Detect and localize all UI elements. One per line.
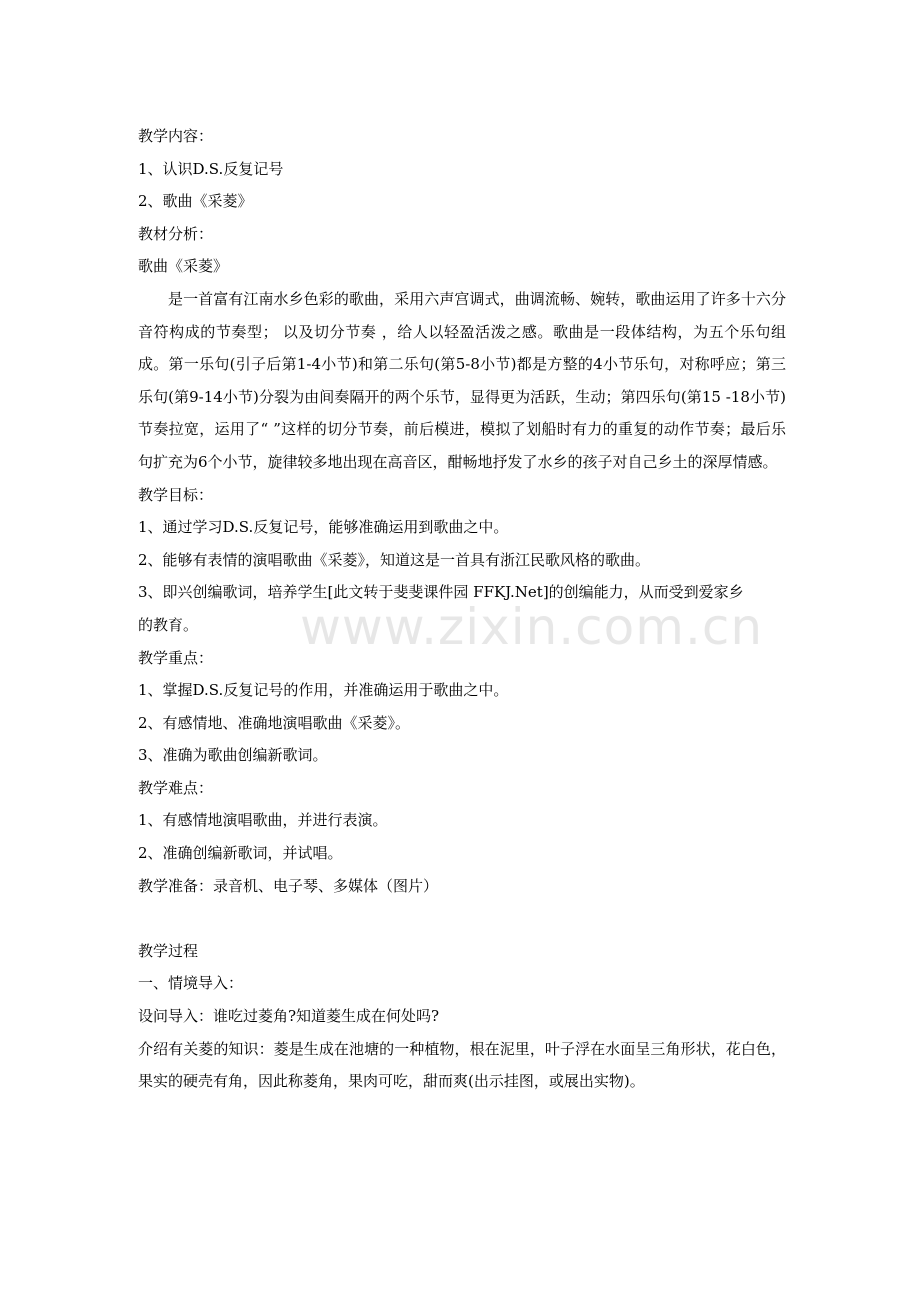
difficulty-item-2: 2、准确创编新歌词，并试唱。 [138, 844, 343, 863]
key-item-3: 3、准确为歌曲创编新歌词。 [138, 746, 328, 765]
teaching-preparation: 教学准备：录音机、电子琴、多媒体（图片） [138, 876, 439, 895]
watermark: www.zixin.com.cn [300, 598, 764, 656]
heading-material-analysis: 教材分析： [138, 224, 214, 243]
analysis-paragraph: 是一首富有江南水乡色彩的歌曲，采用六声宫调式，曲调流畅、婉转，歌曲运用了许多十六分音符构成的节奏型； 以及切分节奏 ，给人以轻盈活泼之感。歌曲是一段体结构，为五个乐句组成。第一乐句(引子后第1-4小节)和第二乐句(第5-8小节)都是方整的4小节乐句，对称呼应；第三乐句(第9-14小节)分裂为由间奏隔开的两个乐节，显得更为活跃，生动；第四乐句(第15 -18小节)节奏拉宽，运用了“ ”这样的切分节奏，前后模进，模拟了划船时有力的重复的动作节奏；最后乐句扩充为6个小节，旋律较多地出现在高音区，酣畅地抒发了水乡的孩子对自己乡土的深厚情感。 [138, 289, 786, 471]
goal-item-3: 3、即兴创编歌词，培养学生[此文转于斐斐课件园 FFKJ.Net]的创编能力，从而受到爱家乡 [138, 583, 744, 602]
goal-item-1: 1、通过学习D.S.反复记号，能够准确运用到歌曲之中。 [138, 518, 509, 537]
key-item-2: 2、有感情地、准确地演唱歌曲《采菱》。 [138, 713, 411, 732]
heading-teaching-process: 教学过程 [138, 941, 199, 960]
heading-teaching-content: 教学内容： [138, 127, 214, 145]
document-body [138, 120, 786, 1098]
content-item-1: 1、认识D.S.反复记号 [138, 159, 284, 178]
process-step-1-introduction: 介绍有关菱的知识：菱是生成在池塘的一种植物，根在泥里，叶子浮在水面呈三角形状，花白色，果实的硬壳有角，因此称菱角，果肉可吃，甜而爽(出示挂图，或展出实物)。 [138, 1039, 786, 1091]
key-item-1: 1、掌握D.S.反复记号的作用，并准确运用于歌曲之中。 [138, 681, 509, 700]
blank-line [138, 902, 786, 935]
process-step-1: 一、情境导入： [138, 974, 244, 993]
heading-key-points: 教学重点： [138, 648, 214, 667]
goal-item-2: 2、能够有表情的演唱歌曲《采菱》，知道这是一首具有浙江民歌风格的歌曲。 [138, 550, 651, 569]
song-title: 歌曲《采菱》 [138, 257, 229, 276]
difficulty-item-1: 1、有感情地演唱歌曲，并进行表演。 [138, 811, 388, 830]
heading-teaching-goals: 教学目标： [138, 485, 214, 504]
content-item-2: 2、歌曲《采菱》 [138, 192, 253, 211]
process-step-1-question: 设问导入：谁吃过菱角?知道菱生成在何处吗? [138, 1007, 440, 1026]
goal-item-3-continued: 的教育。 [138, 615, 199, 634]
heading-difficulties: 教学难点： [138, 778, 214, 797]
